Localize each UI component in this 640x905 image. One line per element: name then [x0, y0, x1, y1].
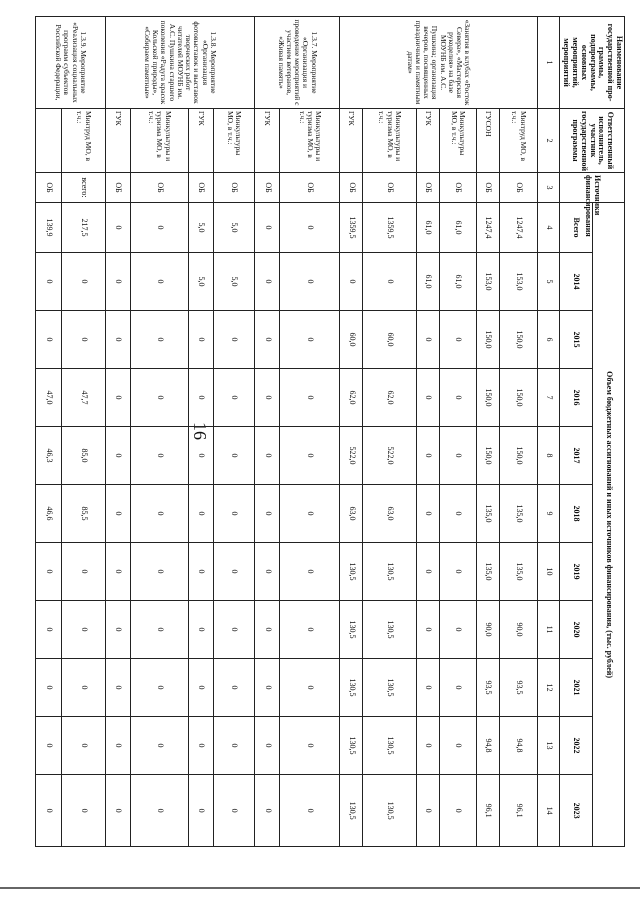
year-value-cell: 90,0 [499, 601, 537, 659]
responsible-cell: ГУК [188, 109, 213, 173]
source-cell: ОБ [105, 173, 130, 203]
header-year: 2021 [560, 659, 592, 717]
year-value-cell: 0 [416, 717, 439, 775]
source-cell: ОБ [340, 173, 363, 203]
year-value-cell: 5,0 [188, 253, 213, 311]
year-value-cell: 96,1 [499, 775, 537, 847]
budget-table-sheet [45, 16, 625, 846]
year-value-cell: 0 [416, 601, 439, 659]
year-value-cell: 0 [363, 253, 417, 311]
year-value-cell: 0 [188, 427, 213, 485]
total-value-cell: 1247,4 [477, 203, 500, 253]
year-value-cell: 96,1 [477, 775, 500, 847]
year-value-cell: 0 [439, 369, 477, 427]
responsible-cell [36, 109, 62, 173]
year-value-cell: 0 [416, 543, 439, 601]
year-value-cell: 0 [188, 485, 213, 543]
responsible-cell: ГУК [416, 109, 439, 173]
column-number: 4 [537, 203, 560, 253]
year-value-cell: 522,0 [340, 427, 363, 485]
year-value-cell: 0 [439, 601, 477, 659]
year-value-cell: 130,5 [363, 775, 417, 847]
measure-name-cell: 1.3.9. Мероприятие «Реализация социальных программ субъектов Российской Федерации, [36, 17, 106, 109]
source-cell: ОБ [439, 173, 477, 203]
year-value-cell: 0 [439, 659, 477, 717]
responsible-cell: ГУК [105, 109, 130, 173]
year-value-cell: 522,0 [363, 427, 417, 485]
table-row [280, 17, 340, 847]
year-value-cell: 85,0 [62, 427, 105, 485]
table-row [188, 17, 213, 847]
year-value-cell: 90,0 [477, 601, 500, 659]
total-value-cell: 61,0 [439, 203, 477, 253]
year-value-cell: 0 [439, 775, 477, 847]
year-value-cell: 0 [188, 775, 213, 847]
budget-table [35, 16, 625, 847]
year-value-cell: 153,0 [499, 253, 537, 311]
table-row [36, 17, 62, 847]
header-year: 2023 [560, 775, 592, 847]
year-value-cell: 0 [254, 717, 280, 775]
year-value-cell: 94,8 [477, 717, 500, 775]
year-value-cell: 0 [439, 543, 477, 601]
source-cell: ОБ [499, 173, 537, 203]
year-value-cell: 0 [254, 659, 280, 717]
year-value-cell: 0 [36, 253, 62, 311]
year-value-cell: 46,3 [36, 427, 62, 485]
year-value-cell: 85,5 [62, 485, 105, 543]
year-value-cell: 94,8 [499, 717, 537, 775]
year-value-cell: 135,0 [477, 543, 500, 601]
year-value-cell: 0 [416, 659, 439, 717]
year-value-cell: 0 [36, 717, 62, 775]
year-value-cell: 5,0 [213, 253, 254, 311]
table-row [340, 17, 363, 847]
total-value-cell: 139,9 [36, 203, 62, 253]
year-value-cell: 63,0 [363, 485, 417, 543]
source-cell: ОБ [363, 173, 417, 203]
responsible-cell: ГУК [254, 109, 280, 173]
measure-name-cell: 1.3.7. Мероприятие «Организация и проведение мероприятий с участием ветеранов, «Живая память» [254, 17, 339, 109]
source-cell: ОБ [213, 173, 254, 203]
year-value-cell: 0 [62, 601, 105, 659]
year-value-cell: 0 [280, 659, 340, 717]
year-value-cell: 0 [130, 427, 188, 485]
year-value-cell: 0 [213, 601, 254, 659]
year-value-cell: 0 [36, 775, 62, 847]
year-value-cell: 0 [62, 659, 105, 717]
year-value-cell: 0 [416, 485, 439, 543]
year-value-cell: 150,0 [477, 369, 500, 427]
header-budget-group: Объем бюджетных ассигнований и иных источников финансирования, (тыс. рублей) [592, 203, 624, 847]
source-cell: всего: [62, 173, 105, 203]
year-value-cell: 0 [280, 369, 340, 427]
table-row [62, 17, 105, 847]
source-cell: ОБ [416, 173, 439, 203]
year-value-cell: 0 [254, 601, 280, 659]
page-number: 16 [190, 422, 210, 440]
table-row [363, 17, 417, 847]
year-value-cell: 0 [213, 717, 254, 775]
year-value-cell: 0 [213, 369, 254, 427]
year-value-cell: 0 [416, 311, 439, 369]
year-value-cell: 93,5 [499, 659, 537, 717]
year-value-cell: 0 [439, 311, 477, 369]
year-value-cell: 0 [280, 543, 340, 601]
column-number-row [537, 17, 560, 847]
year-value-cell: 0 [105, 659, 130, 717]
year-value-cell: 0 [105, 717, 130, 775]
year-value-cell: 62,0 [363, 369, 417, 427]
total-value-cell: 0 [105, 203, 130, 253]
column-number: 7 [537, 369, 560, 427]
year-value-cell: 0 [105, 311, 130, 369]
year-value-cell: 135,0 [499, 485, 537, 543]
table-row [213, 17, 254, 847]
year-value-cell: 0 [213, 659, 254, 717]
table-row [477, 17, 500, 847]
source-cell: ОБ [280, 173, 340, 203]
column-number: 1 [537, 17, 560, 109]
page-bottom-rule [0, 887, 640, 889]
year-value-cell: 60,0 [363, 311, 417, 369]
responsible-cell: Минкультуры и туризма МО, в т.ч.: [130, 109, 188, 173]
year-value-cell: 60,0 [340, 311, 363, 369]
column-number: 13 [537, 717, 560, 775]
year-value-cell: 130,5 [340, 775, 363, 847]
year-value-cell: 0 [439, 485, 477, 543]
header-year: 2018 [560, 485, 592, 543]
year-value-cell: 0 [280, 253, 340, 311]
year-value-cell: 0 [188, 601, 213, 659]
year-value-cell: 0 [439, 717, 477, 775]
year-value-cell: 0 [62, 543, 105, 601]
year-value-cell: 0 [105, 543, 130, 601]
column-number: 3 [537, 173, 560, 203]
year-value-cell: 150,0 [499, 369, 537, 427]
year-value-cell: 0 [254, 543, 280, 601]
year-value-cell: 61,0 [439, 253, 477, 311]
total-value-cell: 5,0 [188, 203, 213, 253]
year-value-cell: 150,0 [499, 427, 537, 485]
source-cell: ОБ [254, 173, 280, 203]
year-value-cell: 135,0 [499, 543, 537, 601]
header-year: 2015 [560, 311, 592, 369]
header-year: 2016 [560, 369, 592, 427]
year-value-cell: 0 [62, 775, 105, 847]
year-value-cell: 0 [36, 601, 62, 659]
year-value-cell: 0 [213, 543, 254, 601]
column-number: 2 [537, 109, 560, 173]
year-value-cell: 130,5 [340, 659, 363, 717]
total-value-cell: 0 [280, 203, 340, 253]
column-number: 14 [537, 775, 560, 847]
year-value-cell: 0 [280, 775, 340, 847]
year-value-cell: 0 [254, 369, 280, 427]
year-value-cell: 130,5 [363, 601, 417, 659]
column-number: 8 [537, 427, 560, 485]
year-value-cell: 130,5 [340, 543, 363, 601]
year-value-cell: 61,0 [416, 253, 439, 311]
source-cell: ОБ [130, 173, 188, 203]
year-value-cell: 135,0 [477, 485, 500, 543]
year-value-cell: 150,0 [477, 311, 500, 369]
column-number: 6 [537, 311, 560, 369]
year-value-cell: 47,0 [36, 369, 62, 427]
year-value-cell: 130,5 [363, 543, 417, 601]
year-value-cell: 0 [416, 775, 439, 847]
year-value-cell: 0 [105, 485, 130, 543]
year-value-cell: 62,0 [340, 369, 363, 427]
year-value-cell: 0 [439, 427, 477, 485]
year-value-cell: 0 [280, 485, 340, 543]
source-cell: ОБ [36, 173, 62, 203]
year-value-cell: 0 [280, 717, 340, 775]
responsible-cell: Минтруд МО, в т.ч.: [62, 109, 105, 173]
year-value-cell: 0 [130, 485, 188, 543]
year-value-cell: 0 [188, 659, 213, 717]
year-value-cell: 0 [130, 253, 188, 311]
year-value-cell: 0 [130, 601, 188, 659]
year-value-cell: 0 [280, 601, 340, 659]
source-cell: ОБ [188, 173, 213, 203]
year-value-cell: 0 [254, 253, 280, 311]
header-name: Наименование государственной про-граммы, подпрограммы, основных мероприятий, мероприятий [560, 17, 625, 109]
year-value-cell: 0 [130, 543, 188, 601]
table-row [254, 17, 280, 847]
table-body [36, 17, 560, 847]
year-value-cell: 0 [254, 485, 280, 543]
column-number: 5 [537, 253, 560, 311]
year-value-cell: 0 [213, 485, 254, 543]
year-value-cell: 0 [130, 775, 188, 847]
year-value-cell: 130,5 [363, 717, 417, 775]
responsible-cell: Минкультуры МО, в т.ч.: [213, 109, 254, 173]
year-value-cell: 0 [213, 427, 254, 485]
year-value-cell: 0 [130, 369, 188, 427]
header-year: 2017 [560, 427, 592, 485]
year-value-cell: 0 [416, 427, 439, 485]
responsible-cell: Минкультуры и туризма МО, в т.ч.: [363, 109, 417, 173]
year-value-cell: 130,5 [340, 601, 363, 659]
year-value-cell: 46,6 [36, 485, 62, 543]
table-row [439, 17, 477, 847]
year-value-cell: 0 [340, 253, 363, 311]
year-value-cell: 0 [36, 543, 62, 601]
source-cell: ОБ [477, 173, 500, 203]
header-source: Источники финансирования [560, 173, 625, 203]
measure-name-cell: 1.3.8. Мероприятие «Организация фотовыставок и выставок творческих работ читателей МОУНБ им. А.С. Пушкина старшего поколения «Радуга красок Кольской природы», «Собираем памятные» [105, 17, 254, 109]
year-value-cell: 47,7 [62, 369, 105, 427]
year-value-cell: 0 [254, 775, 280, 847]
year-value-cell: 0 [188, 311, 213, 369]
year-value-cell: 0 [416, 369, 439, 427]
year-value-cell: 0 [105, 369, 130, 427]
total-value-cell: 61,0 [416, 203, 439, 253]
year-value-cell: 63,0 [340, 485, 363, 543]
year-value-cell: 0 [130, 311, 188, 369]
year-value-cell: 0 [188, 543, 213, 601]
total-value-cell: 1247,4 [499, 203, 537, 253]
responsible-cell: ГУК [340, 109, 363, 173]
total-value-cell: 0 [130, 203, 188, 253]
year-value-cell: 93,5 [477, 659, 500, 717]
year-value-cell: 153,0 [477, 253, 500, 311]
year-value-cell: 0 [62, 311, 105, 369]
year-value-cell: 0 [36, 659, 62, 717]
year-value-cell: 130,5 [340, 717, 363, 775]
column-number: 9 [537, 485, 560, 543]
total-value-cell: 1359,5 [340, 203, 363, 253]
year-value-cell: 0 [105, 427, 130, 485]
total-value-cell: 217,5 [62, 203, 105, 253]
year-value-cell: 0 [62, 253, 105, 311]
year-value-cell: 0 [213, 775, 254, 847]
table-row [105, 17, 130, 847]
total-value-cell: 1359,5 [363, 203, 417, 253]
responsible-cell: ГУСОН [477, 109, 500, 173]
total-value-cell: 0 [254, 203, 280, 253]
year-value-cell: 150,0 [499, 311, 537, 369]
year-value-cell: 0 [254, 427, 280, 485]
year-value-cell: 0 [130, 659, 188, 717]
measure-name-cell: «Занятия в клубах «Росток Севера», «Мастерская рукоделия» на базе МОУНБ им. А.С. Пушкина; организация вечеров, посвященных праздничным и памятным датам» [340, 17, 537, 109]
year-value-cell: 0 [36, 311, 62, 369]
column-number: 12 [537, 659, 560, 717]
year-value-cell: 0 [213, 311, 254, 369]
column-number: 10 [537, 543, 560, 601]
year-value-cell: 0 [130, 717, 188, 775]
year-value-cell: 150,0 [477, 427, 500, 485]
year-value-cell: 0 [254, 311, 280, 369]
header-year: 2019 [560, 543, 592, 601]
year-value-cell: 0 [280, 427, 340, 485]
header-year: 2022 [560, 717, 592, 775]
header-responsible: Ответственный исполнитель, участник государственной программы [560, 109, 625, 173]
table-row [499, 17, 537, 847]
header-total: Всего [560, 203, 592, 253]
year-value-cell: 0 [188, 717, 213, 775]
year-value-cell: 0 [62, 717, 105, 775]
year-value-cell: 0 [280, 311, 340, 369]
column-number: 11 [537, 601, 560, 659]
year-value-cell: 0 [188, 369, 213, 427]
year-value-cell: 0 [105, 253, 130, 311]
header-year: 2014 [560, 253, 592, 311]
table-row [416, 17, 439, 847]
year-value-cell: 130,5 [363, 659, 417, 717]
year-value-cell: 0 [105, 775, 130, 847]
responsible-cell: Минтруд МО, в т.ч.: [499, 109, 537, 173]
responsible-cell: Минкультуры и туризма МО, в т.ч.: [280, 109, 340, 173]
total-value-cell: 5,0 [213, 203, 254, 253]
header-year: 2020 [560, 601, 592, 659]
table-row [130, 17, 188, 847]
year-value-cell: 0 [105, 601, 130, 659]
responsible-cell: Минкультуры МО, в т.ч.: [439, 109, 477, 173]
